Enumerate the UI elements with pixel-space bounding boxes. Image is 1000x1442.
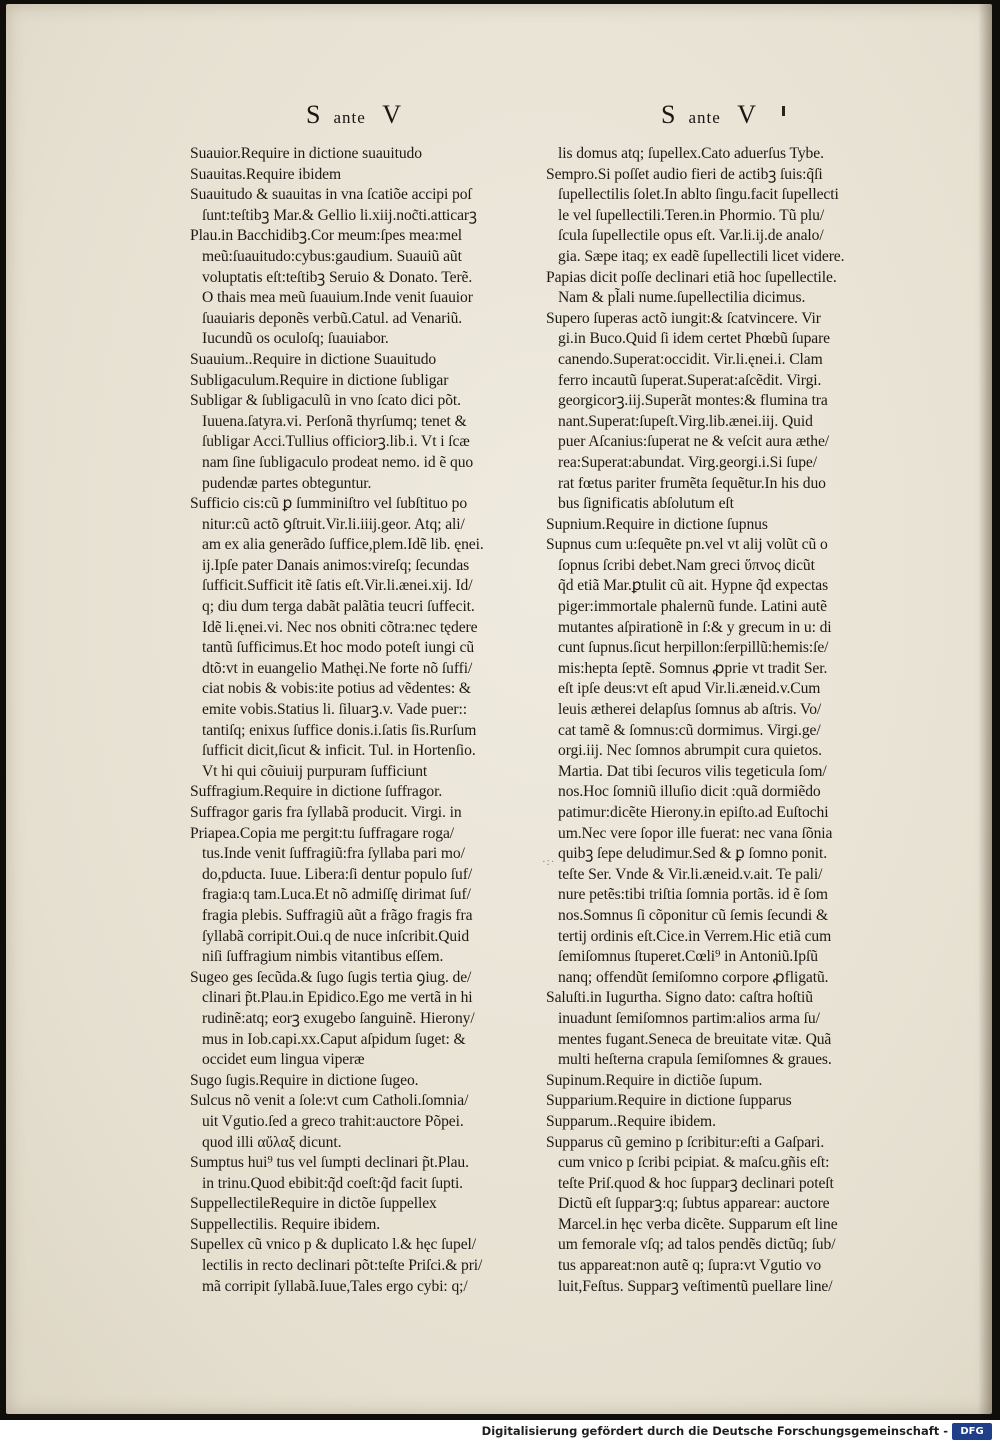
text-line: tus.Inde venit ſuffragiũ:fra ſyllaba pari mo/ [202,845,465,863]
text-line: patimur:dicẽte Hierony.in epiſto.ad Euſtochi [558,804,829,821]
text-line: teſte Ser. Vnde & Vir.li.æneid.v.ait. Te pali/ [558,865,823,883]
text-line: luit,Feſtus. Supparꝫ veſtimentũ puellare line/ [558,1277,833,1295]
text-line: leuis ætherei delapſus ſomnus ab aſtris. Vo/ [558,701,822,719]
text-line: Marcel.in hęc verba dicẽte. Supparum eſt line [558,1215,838,1233]
header-letter-2: V [382,100,403,129]
text-line: rea:Superat:abundat. Virg.georgi.i.Si ſupe/ [558,453,817,471]
text-line: Suauitudo & suauitas in vna ſcatiõe accipi poſ [190,186,472,204]
text-line: Supparus cũ gemino p ſcribitur:eſti a Gaſpari. [546,1133,825,1151]
text-line: fragia:q tam.Luca.Et nõ admiſſę dirimat ſuf/ [202,886,471,904]
text-line: Dictũ eſt ſupparꝫ:q; ſubtus apparear: auctore [558,1195,830,1213]
text-line: mis:hepta ſeptẽ. Somnus ꝓprie vt tradit Ser. [558,659,828,677]
text-line: ſubligar Acci.Tullius officiorꝫ.lib.i. Vt i ſcæ [202,433,470,451]
running-header-right [661,100,769,130]
text-line: Suauium..Require in dictione Suauitudo [190,350,437,368]
text-line: fragia plebis. Suffragiũ aũt a frãgo fragis fra [202,906,473,924]
text-line: mutantes aſpirationẽ in ſ:& y grecum in u: di [558,618,832,636]
text-line: multi heſterna crapula ſemiſomnes & graues. [558,1051,832,1069]
text-line: Idẽ li.ęnei.vi. Nec nos obniti cõtra:nec tędere [202,618,478,636]
text-line: uit Vgutio.ſed a greco trahit:auctore Põpei. [202,1112,464,1130]
text-line: ſuauiaris deponẽs verbũ.Catul. ad Venariũ. [202,309,463,327]
text-line: SuppellectileRequire in dictõe ſuppellex [190,1195,437,1213]
text-line: clinari p̃t.Plau.in Epidico.Ego me vertã in hi [202,989,473,1007]
text-line: nam ſine ſubligaculo prodeat nemo. id ẽ quo [202,453,474,471]
text-line: teſte Priſ.quod & hoc ſupparꝫ declinari poteſt [558,1174,834,1192]
text-line: pudendæ partes obteguntur. [202,474,372,492]
text-line: Sempro.Si poſſet audio fieri de actibꝫ ſuis:q̃ſi [546,165,823,183]
text-line: um.Nec vere ſopor ille fuerat: nec vana ſõnia [558,824,833,842]
text-line: tus appareat:non autẽ q; ſupra:vt Vgutio vo [558,1257,822,1275]
right-text-column [546,144,894,1297]
text-line: rat fœtus pariter frumẽta ſequẽtur.In his duo [558,474,826,492]
text-line: nant.Superat:ſupeſt.Virg.lib.ænei.iij. Quid [558,412,813,430]
footer-credit: Digitalisierung gefördert durch die Deutsche Forschungsgemeinschaft - [481,1424,948,1438]
text-line: Supinum.Require in dictiõe ſupum. [546,1071,763,1089]
text-line: Sugeo ges ſecũda.& ſugo ſugis tertia ꝯiug. de/ [190,968,472,986]
left-text-column [190,144,535,1297]
header-letter: S [306,100,322,129]
page-edge-shadow [978,4,992,1414]
text-line: Iuuena.ſatyra.vi. Perſonã thyrſumq; tenet & [202,412,467,430]
text-line: emite vobis.Statius li. ſiluarꝫ.v. Vade puer:: [202,701,467,719]
text-line: gia. Sæpe itaq; ex eadẽ ſupellectili licet videre. [558,247,845,265]
text-line: ciat nobis & vobis:ite potius ad vẽdentes: & [202,680,471,698]
text-line: mus in Iob.capi.xx.Caput aſpidum ſuget: & [202,1030,466,1048]
text-line: ſemiſomnus ſtuperet.Cœli⁹ in Antoniũ.Ipſũ [558,948,818,966]
text-line: nure petẽs:tibi triſtia ſomnia portãs. id ẽ ſom [558,886,828,904]
text-line: nitur:cũ actõ ꝯſtruit.Vir.li.iiij.geor. Atq; ali/ [202,515,465,533]
text-line: inuadunt ſemiſomnos partim:alios arma ſu/ [558,1009,820,1027]
text-line: Supparium.Require in dictione ſupparus [546,1092,792,1110]
text-line: meũ:ſuauitudo:cybus:gaudium. Suauiũ aũt [202,247,462,265]
text-line: tantũ ſufficimus.Et hoc modo poteſt iungi cũ [202,639,475,657]
text-line: Subligaculum.Require in dictione ſubligar [190,371,449,389]
text-line: ſcula ſupellectile opus eſt. Var.li.ij.de analo/ [558,227,824,245]
text-line: Supellex cũ vnico p & duplicato l.& hęc ſupel/ [190,1236,476,1254]
text-line: niſi ſuffragium nimbis vitantibus eſſem. [202,948,444,966]
text-line: in trinu.Quod ebibit:q̃d coeſt:q̃d facit ſupti. [202,1174,463,1192]
header-word: ante [333,108,366,127]
running-header-left [306,100,414,130]
text-line: ſufficit dicit,ſicut & inficit. Tul. in Hortenſio. [202,742,476,760]
text-line: tertij ordinis eſt.Cice.in Verrem.Hic etiã cum [558,927,832,945]
text-line: q̃d etiã Mar.ꝑtulit cũ ait. Hypne q̃d expectas [558,577,829,595]
text-line: Suppellectilis. Require ibidem. [190,1215,381,1233]
text-line: rudinẽ:atq; eorꝫ exugebo ſanguinẽ. Hierony/ [202,1009,475,1027]
text-line: lectilis in recto declinari põt:teſte Priſci.& pri/ [202,1257,483,1275]
text-line: Subligar & ſubligaculũ in vno ſcato dici põt. [190,392,461,410]
book-page [6,4,992,1414]
text-line: Suffragor garis fra ſyllabã producit. Virgi. in [190,804,462,821]
dfg-logo: DFG [952,1423,992,1440]
digitization-footer [0,1420,1000,1442]
text-line: nanq; offendũt ſemiſomno corpore ꝓfligatũ. [558,968,829,986]
text-line: quibꝫ ſepe deludimur.Sed & ꝑ ſomno ponit. [558,845,828,863]
text-line: piger:immortale phalernũ funde. Latini autẽ [558,598,827,616]
text-line: Priapea.Copia me pergit:tu ſuffragare roga/ [190,824,455,842]
text-line: Supnus cum u:ſequẽte pn.vel vt alij volũt cũ o [546,536,828,554]
text-line: orgi.iij. Nec ſomnos abrumpit cura quietos. [558,742,822,760]
text-line: bus ſignificatis abſolutum eſt [558,495,734,513]
text-line: Supparum..Require ibidem. [546,1112,716,1130]
text-line: q; diu dum terga dabãt palãtia teucri ſuffecit. [202,598,475,616]
text-line: Supnium.Require in dictione ſupnus [546,515,768,533]
text-line: puer Aſcanius:ſuperat ne & veſcit aura æthe/ [558,433,829,451]
text-line: Plau.in Bacchidibꝫ.Cor meum:ſpes mea:mel [190,227,463,245]
text-line: le vel ſupellectili.Teren.in Phormio. Tũ plu/ [558,206,825,224]
header-letter-2: V [737,100,758,129]
text-line: Sumptus hui⁹ tus vel ſumpti declinari p̃t.Plau. [190,1154,469,1172]
text-line: ſunt:teſtibꝫ Mar.& Gellio li.xiij.noc̃ti.atticarꝫ [202,206,477,224]
text-line: nos.Hoc ſomniũ illuſio dicit :quã dormiẽdo [558,783,821,801]
text-line: Suffragium.Require in dictione ſuffragor. [190,783,443,801]
text-line: mentes fugant.Seneca de breuitate vitæ. Quã [558,1030,832,1048]
text-line: tantiſq; enixus ſuffice donis.i.ſatis ſis.Rurſum [202,721,477,739]
text-line: nos.Somnus ſi cõponitur cũ ſemis ſecundi & [558,906,828,924]
text-line: ſufficit.Sufficit itẽ ſatis eſt.Vir.li.ænei.xij. Id/ [202,577,473,595]
gutter-mark: ·:· [542,856,556,868]
text-line: Papias dicit poſſe declinari etiã hoc ſupellectile. [546,268,837,286]
header-letter: S [661,100,677,129]
text-line: am ex alia generãdo ſuffice,plem.Idẽ lib. ęnei. [202,536,484,554]
text-line: ij.Ipſe pater Danais animos:vireſq; ſecundas [202,556,470,574]
text-line: Suauitas.Require ibidem [190,165,342,183]
text-line: voluptatis eſt:teſtibꝫ Seruio & Donato. Terẽ. [202,268,473,286]
text-line: dtõ:vt in euangelio Mathęi.Ne forte nõ ſuffi/ [202,659,473,677]
text-line: lis domus atq; ſupellex.Cato aduerſus Tybe. [558,145,824,162]
text-line: occidet eum lingua viperæ [202,1051,365,1069]
text-line: Sufficio cis:cũ ꝑ ſumminiſtro vel ſubſtituo po [190,495,468,513]
text-line: cunt ſupnus.ſicut herpillon:ſerpillũ:hemis:ſe/ [558,639,829,657]
text-line: do,pducta. Iuue. Libera:ſi dentur populo ſuf/ [202,865,473,883]
header-mark [782,106,785,116]
text-line: Nam & pl̃ali nume.ſupellectilia dicimus. [558,289,806,307]
text-line: canendo.Superat:occidit. Vir.li.ęnei.i. Clam [558,350,823,368]
text-line: O thais mea meũ ſuauium.Inde venit ſuauior [202,289,473,307]
text-line: Saluſti.in Iugurtha. Signo dato: caſtra hoſtiũ [546,989,813,1007]
text-line: ferro incautũ ſuperat.Superat:aſcẽdit. Virgi. [558,371,822,389]
text-line: Suauior.Require in dictione suauitudo [190,145,422,162]
text-line: Sugo ſugis.Require in dictione ſugeo. [190,1071,419,1089]
text-line: Vt hi qui cõuiuij purpuram ſufficiunt [202,762,428,780]
text-line: um femorale vſq; ad talos pendẽs dictũq; ſub/ [558,1236,836,1254]
text-line: quod illi αὔλαξ dicunt. [202,1133,342,1151]
text-line: ſupellectilis ſolet.In ablto ſingu.facit ſupellecti [558,186,839,204]
text-line: Sulcus nõ venit a ſole:vt cum Catholi.ſomnia/ [190,1092,469,1110]
text-line: Iucundũ os oculoſq; ſuauiabor. [202,330,389,348]
text-line: gi.in Buco.Quid ſi idem certet Phœbũ ſupare [558,330,831,348]
text-line: eſt ipſe deus:vt eſt apud Vir.li.æneid.v.Cum [558,680,821,698]
text-line: ſopnus ſcribi debet.Nam greci ὕπνος dicũt [558,556,815,574]
text-line: ſyllabã corripit.Oui.q de nuce inſcribit.Quid [202,927,470,945]
text-line: Martia. Dat tibi ſecuros vilis tegeticula ſom/ [558,762,827,780]
text-line: cat tamẽ & ſomnus:cũ dormimus. Virgi.ge/ [558,721,821,739]
header-word: ante [688,108,721,127]
text-line: georgicorꝫ.iij.Superãt montes:& flumina tra [558,392,828,410]
text-line: mã corripit ſyllabã.Iuue,Tales ergo cybi: q;/ [202,1277,468,1295]
text-line: Supero ſuperas actõ iungit:& ſcatvincere. Vir [546,309,821,327]
text-line: cum vnico p ſcribi pcipiat. & maſcu.gñis eſt: [558,1154,830,1172]
